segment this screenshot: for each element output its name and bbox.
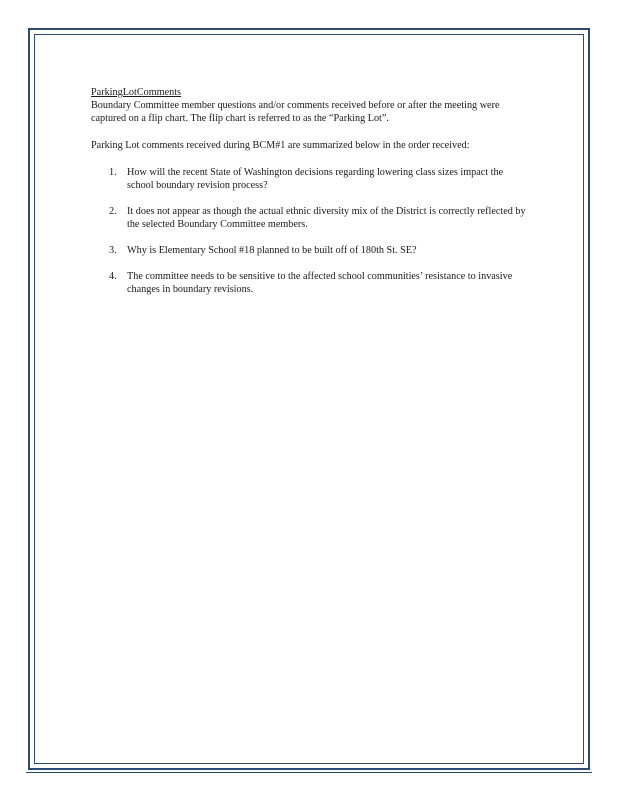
footer-rule xyxy=(26,772,592,773)
list-item-number: 4. xyxy=(109,271,117,282)
list-item-number: 2. xyxy=(109,206,117,217)
list-item-number: 1. xyxy=(109,167,117,178)
list-item-text: It does not appear as though the actual ethnic diversity mix of the District is correctly reflected by the selected Boundary Committee members. xyxy=(127,206,526,230)
section-heading: ParkingLotComments xyxy=(91,87,181,98)
list-item xyxy=(91,270,531,296)
list-item-text: Why is Elementary School #18 planned to be built off of 180th St. SE? xyxy=(127,245,417,256)
list-item xyxy=(91,166,531,192)
intro-paragraph: Boundary Committee member questions and/or comments received before or after the meeting were captured on a flip chart. The flip chart is referred to as the “Parking Lot”. xyxy=(91,100,500,124)
list-item-text: The committee needs to be sensitive to the affected school communities’ resistance to invasive changes in boundary revisions. xyxy=(127,271,513,295)
list-item xyxy=(91,205,531,231)
document-body xyxy=(91,86,531,309)
list-item-text: How will the recent State of Washington decisions regarding lowering class sizes impact the school boundary revision process? xyxy=(127,167,504,191)
list-item xyxy=(91,244,531,257)
summary-paragraph: Parking Lot comments received during BCM#1 are summarized below in the order received: xyxy=(91,140,470,151)
list-item-number: 3. xyxy=(109,245,117,256)
comments-list xyxy=(91,166,531,296)
